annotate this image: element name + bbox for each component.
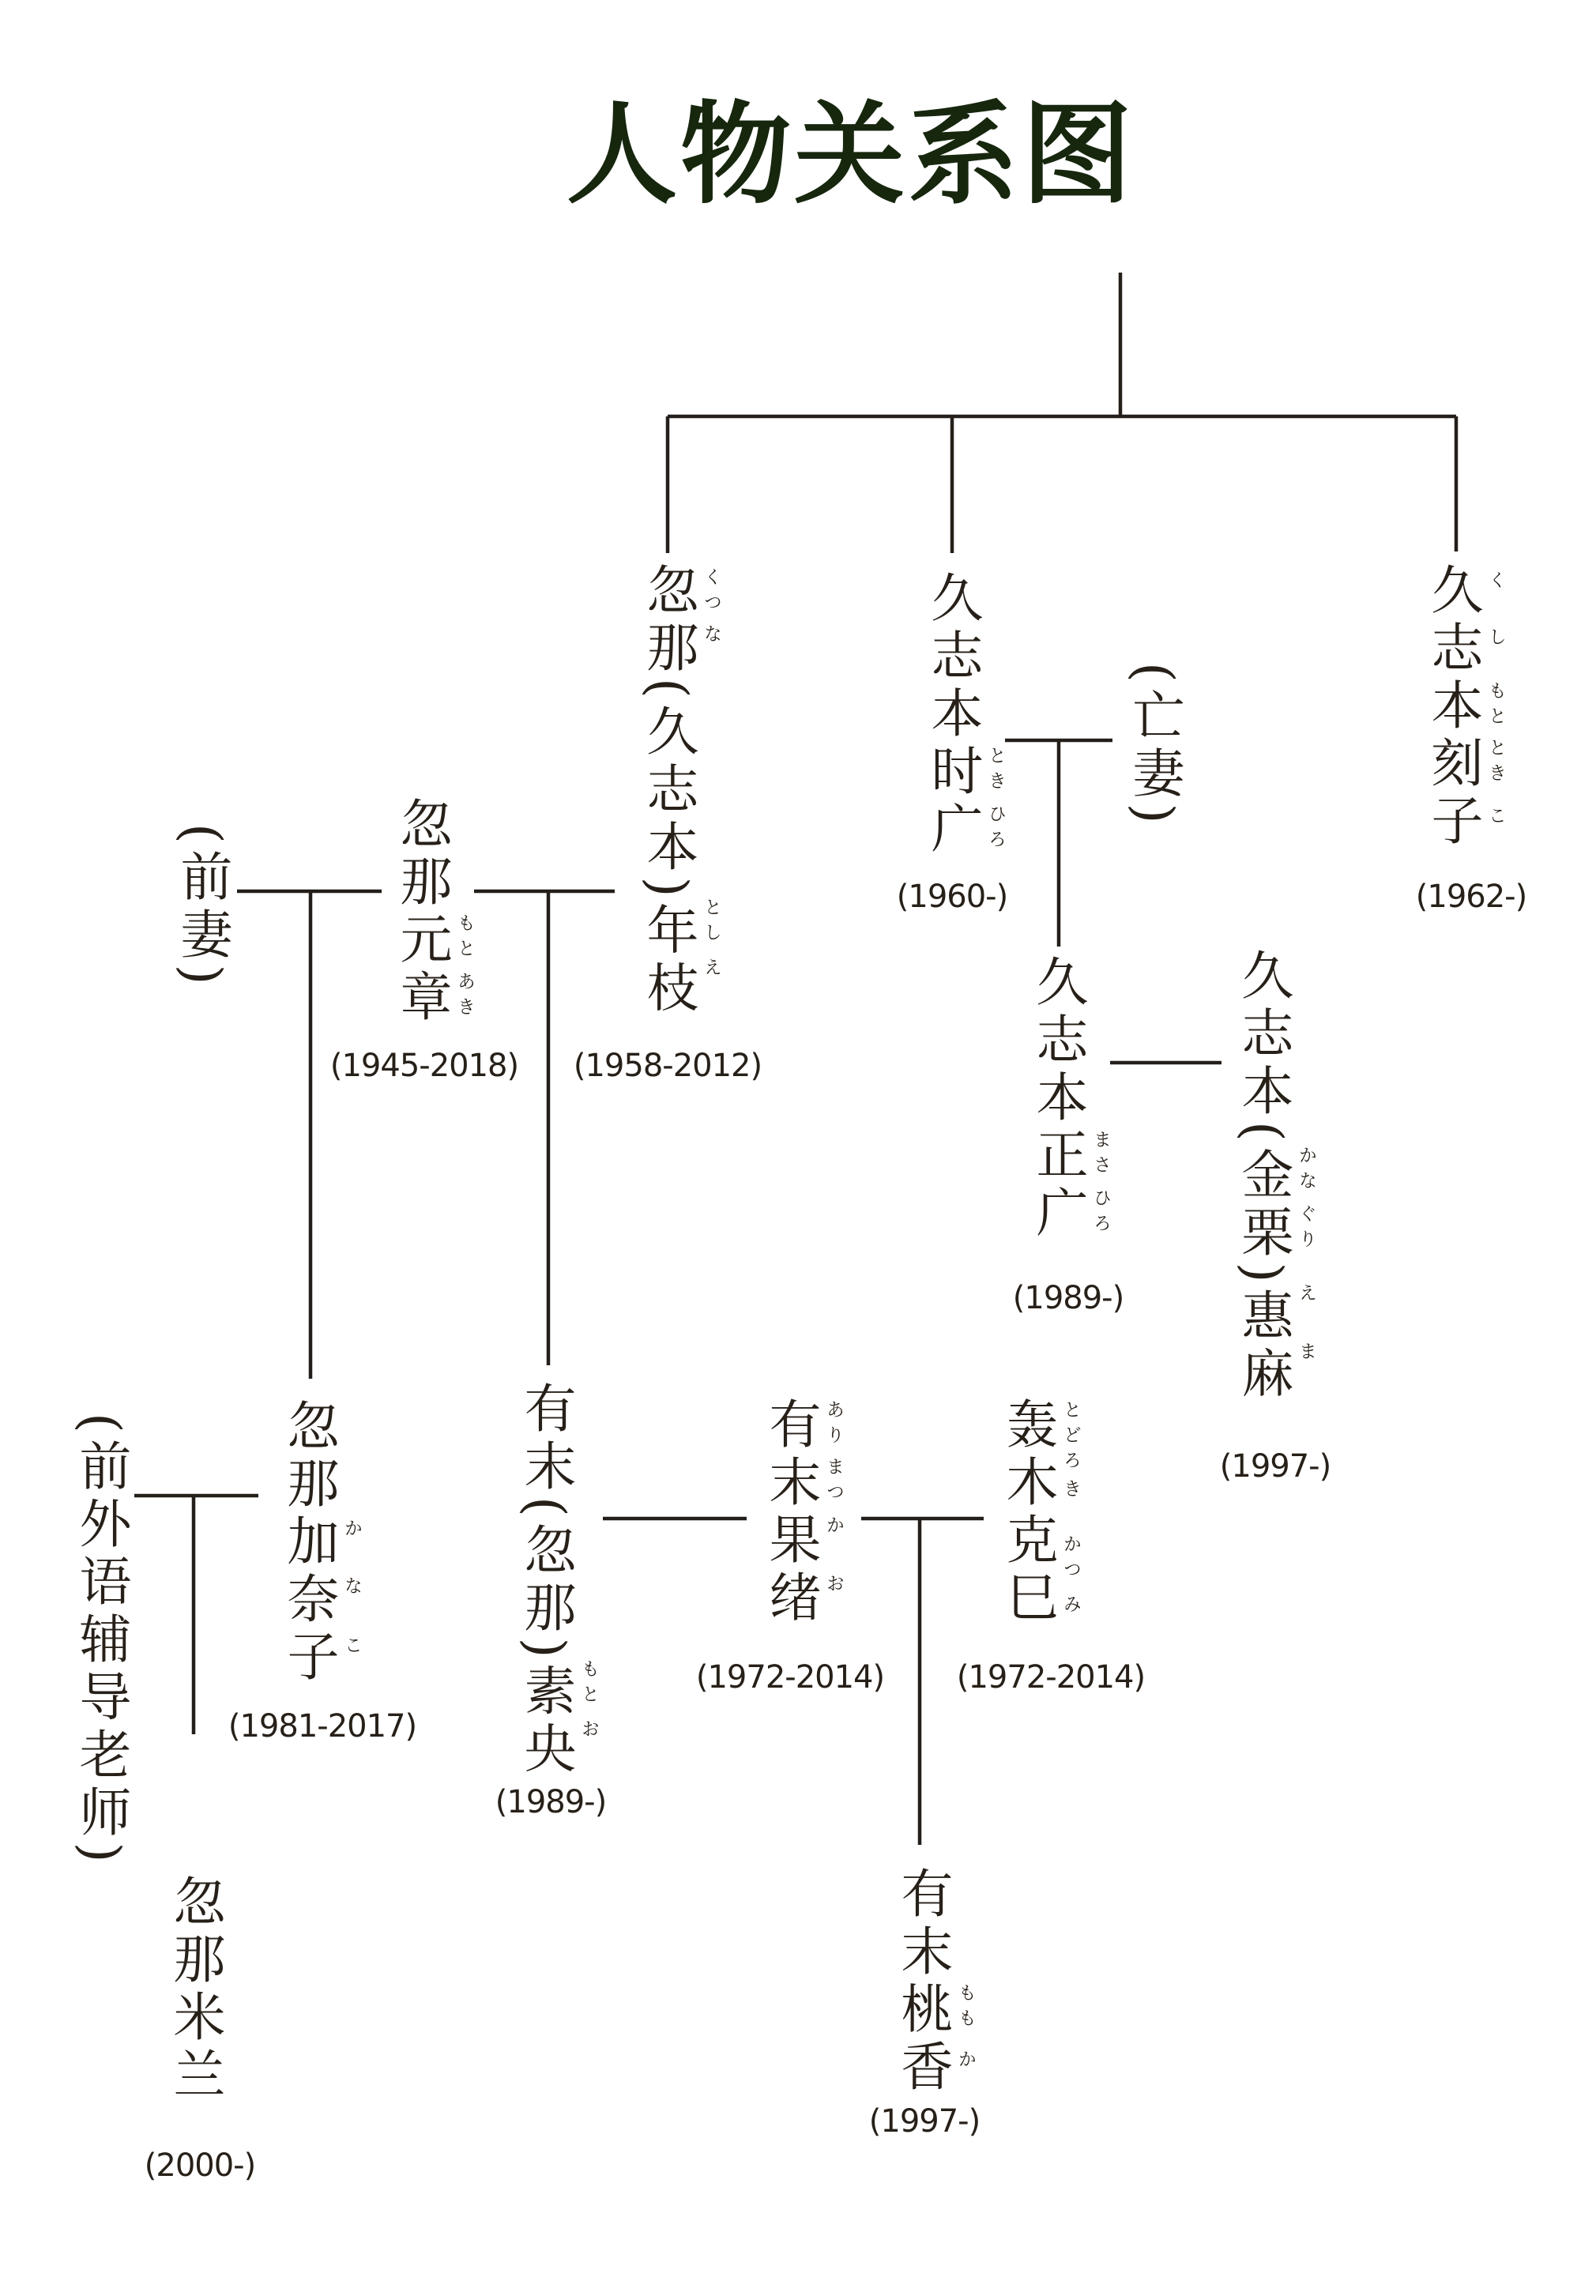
person-name: (前外语辅导老师) — [70, 1413, 131, 1869]
person-years: (1997-) — [1219, 1448, 1331, 1485]
person-furigana: こ — [1485, 806, 1506, 831]
person-furigana: ま — [1296, 1342, 1316, 1367]
person-furigana: お — [578, 1719, 599, 1745]
person-furigana: かつ — [1060, 1534, 1081, 1585]
person-name: 久志本时广 — [922, 570, 983, 859]
person-furigana: まつ — [823, 1457, 844, 1507]
person-years: (1989-) — [495, 1784, 607, 1820]
person-furigana: もも — [955, 1983, 976, 2034]
person-name: (亡妻) — [1124, 662, 1184, 830]
person-years: (1958-2012) — [573, 1048, 762, 1084]
person-name: 忽那元章 — [391, 796, 452, 1027]
person-furigana: え — [701, 958, 721, 983]
person-name: 有末(忽那)素央 — [515, 1381, 576, 1779]
person-furigana: とき — [1485, 738, 1506, 789]
person-furigana: とき — [985, 746, 1006, 796]
person-name: (前妻) — [171, 823, 232, 991]
person-furigana: ひろ — [1090, 1188, 1111, 1239]
person-years: (1972-2014) — [695, 1659, 885, 1696]
person-furigana: し — [1485, 627, 1506, 653]
person-name: 轰木克巳 — [997, 1397, 1058, 1628]
person-furigana: く — [1485, 570, 1506, 596]
person-furigana: もと — [1485, 681, 1506, 732]
person-furigana: き — [1060, 1479, 1081, 1504]
person-furigana: か — [955, 2049, 976, 2075]
person-years: (2000-) — [144, 2147, 256, 2184]
person-furigana: ひろ — [985, 804, 1006, 855]
person-years: (1962-) — [1415, 879, 1527, 915]
person-years: (1981-2017) — [228, 1708, 417, 1745]
person-furigana: くつ — [701, 567, 721, 618]
person-furigana: ぐり — [1296, 1204, 1316, 1255]
person-furigana: み — [1060, 1594, 1081, 1620]
person-name: 久志本刻子 — [1422, 563, 1483, 851]
person-furigana: もと — [578, 1659, 599, 1710]
person-years: (1989-) — [1012, 1280, 1124, 1316]
person-furigana: とし — [701, 898, 721, 948]
person-years: (1997-) — [868, 2103, 981, 2140]
person-furigana: もと — [454, 913, 475, 964]
person-years: (1960-) — [896, 879, 1008, 915]
person-name: 有末桃香 — [892, 1866, 953, 2097]
person-furigana: お — [823, 1574, 844, 1599]
person-furigana: まさ — [1090, 1130, 1111, 1180]
person-furigana: とどろ — [1060, 1400, 1081, 1476]
person-furigana: か — [341, 1519, 362, 1544]
person-furigana: え — [1296, 1283, 1316, 1308]
person-furigana: こ — [341, 1635, 362, 1661]
person-name: 忽那米兰 — [164, 1874, 225, 2105]
person-furigana: な — [701, 624, 721, 649]
person-name: 久志本(金栗)惠麻 — [1233, 948, 1293, 1404]
person-furigana: な — [341, 1576, 362, 1602]
person-years: (1972-2014) — [956, 1659, 1146, 1696]
person-furigana: あき — [454, 972, 475, 1022]
person-furigana: か — [823, 1515, 844, 1541]
person-furigana: かな — [1296, 1146, 1316, 1196]
person-name: 忽那加奈子 — [278, 1398, 339, 1687]
person-name: 忽那(久志本)年枝 — [638, 563, 698, 1018]
person-name: 有末果绪 — [760, 1397, 821, 1628]
person-name: 久志本正广 — [1027, 954, 1088, 1243]
person-furigana: あり — [823, 1400, 844, 1451]
page-title: 人物关系图 — [566, 90, 1136, 220]
person-years: (1945-2018) — [329, 1048, 519, 1084]
